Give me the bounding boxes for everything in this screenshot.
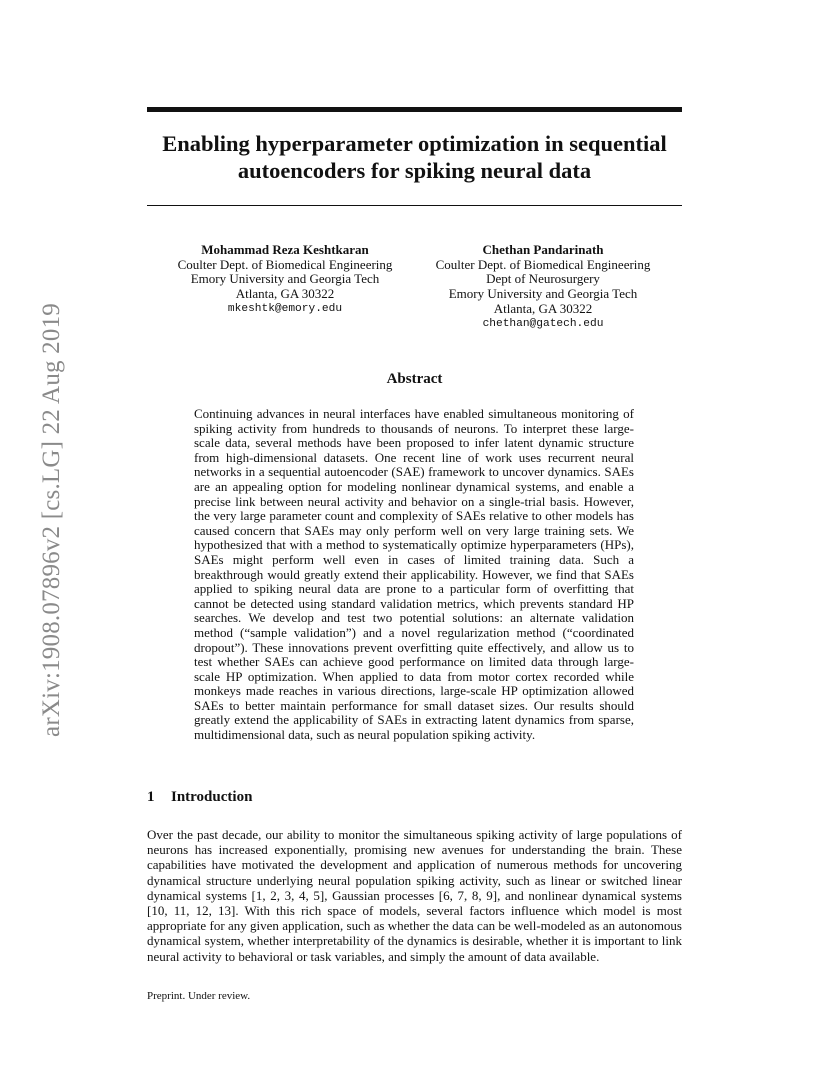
author-block-1: [150, 243, 420, 317]
author-affiliation: Emory University and Georgia Tech: [190, 271, 380, 287]
author-block-2: [408, 243, 678, 331]
author-affiliation: Emory University and Georgia Tech: [448, 286, 638, 302]
title-top-rule: [147, 107, 682, 112]
author-affiliation: Coulter Dept. of Biomedical Engineering: [177, 256, 393, 272]
author-email[interactable]: mkeshtk@emory.edu: [227, 302, 343, 315]
author-affiliation: Atlanta, GA 30322: [235, 286, 335, 302]
paper-title-line-1: Enabling hyperparameter optimization in sequential: [162, 131, 667, 156]
paper-title-line-2: autoencoders for spiking neural data: [237, 158, 592, 183]
introduction-paragraph: Over the past decade, our ability to monitor the simultaneous spiking activity of large populations of neurons has increased exponentially, promising new avenues for understanding the brain. These capabilities have motivated the development and application of numerous methods for uncovering dynamical structure underlying neural population spiking activity, such as linear or switched linear dynamical systems [1, 2, 3, 4, 5], Gaussian processes [6, 7, 8, 9], and nonlinear dynamical systems [10, 11, 12, 13]. With this rich space of models, several factors influence which model is most appropriate for any given application, such as whether the data can be well-modeled as an autonomous dynamical system, whether interpretability of the dynamics is desirable, whether it is important to link neural activity to behavioral or task variables, and simply the amount of data available.: [147, 827, 682, 964]
author-affiliation: Dept of Neurosurgery: [486, 271, 600, 287]
title-bottom-rule: [147, 205, 682, 206]
preprint-footer: Preprint. Under review.: [147, 990, 251, 1002]
abstract-text: Continuing advances in neural interfaces have enabled simultaneous monitoring of spiking activity from hundreds to thousands of neurons. To interpret these large-scale data, several methods have been proposed to infer latent dynamic structure from high-dimensional datasets. One recent line of work uses recurrent neural networks in a sequential autoencoder (SAE) framework to uncover dynamics. SAEs are an appealing option for modeling nonlinear dynamical systems, and enable a precise link between neural activity and behavior on a single-trial basis. However, the very large parameter count and complexity of SAEs relative to other models has caused concern that SAEs may only perform well on very large training sets. We hypothesized that with a method to systematically optimize hyperparameters (HPs), SAEs might perform well even in cases of limited training data. Such a breakthrough would greatly extend their applicability. However, we find that SAEs applied to spiking neural data are prone to a particular form of overfitting that cannot be detected using standard validation metrics, which prevents standard HP searches. We develop and test two potential solutions: an alternate validation method (“sample validation”) and a novel regularization method (“coordinated dropout”). These innovations prevent overfitting quite effectively, and allow us to test whether SAEs can achieve good performance on limited data through large-scale HP optimization. When applied to data from motor cortex recorded while monkeys made reaches in various directions, large-scale HP optimization allowed SAEs to better maintain performance for small dataset sizes. Our results should greatly extend the applicability of SAEs in extracting latent dynamics from sparse, multidimensional data, such as neural population spiking activity.: [194, 406, 634, 743]
section-heading: [147, 789, 252, 806]
section-number: 1: [147, 789, 155, 805]
abstract-heading: Abstract: [386, 371, 443, 387]
section-title: Introduction: [171, 789, 253, 805]
paper-title: [147, 130, 682, 184]
author-affiliation: Atlanta, GA 30322: [493, 300, 593, 316]
arxiv-identifier-stamp: arXiv:1908.07896v2 [cs.LG] 22 Aug 2019: [38, 303, 65, 737]
author-affiliation: Coulter Dept. of Biomedical Engineering: [435, 256, 651, 272]
author-name: Mohammad Reza Keshtkaran: [201, 242, 369, 257]
author-name: Chethan Pandarinath: [482, 242, 604, 257]
author-email[interactable]: chethan@gatech.edu: [482, 317, 604, 330]
